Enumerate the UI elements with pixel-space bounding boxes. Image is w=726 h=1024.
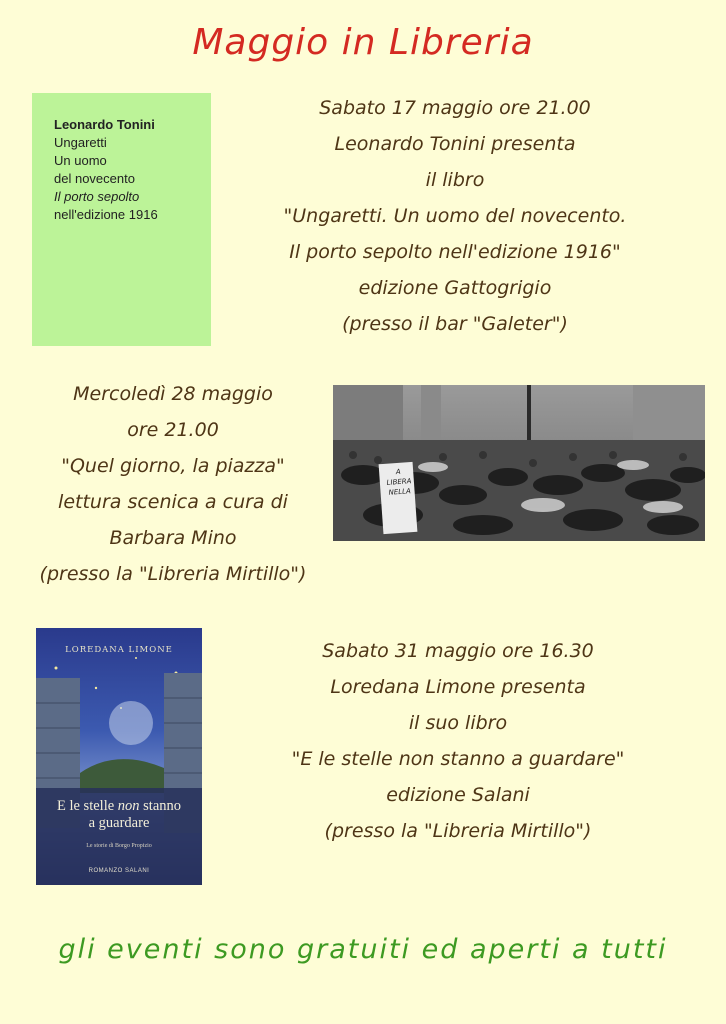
event-1-book-title-2: Il porto sepolto nell'edizione 1916" <box>289 241 621 263</box>
book-cover-title-part: non <box>117 798 140 814</box>
event-3-text: il suo libro <box>408 712 508 734</box>
book-cover-author: LOREDANA LIMONE <box>65 645 173 655</box>
sign-text: LIBERA <box>386 477 412 487</box>
book-cover-line: Un uomo <box>54 153 107 168</box>
crowd-photo <box>333 385 705 541</box>
event-3-presenter: Loredana Limone presenta <box>330 676 586 698</box>
book-cover-line: Il porto sepolto <box>54 189 140 204</box>
book-cover-title-part: a guardare <box>88 815 150 831</box>
book-cover-stelle <box>36 628 202 885</box>
book-cover-title-part: stanno <box>139 798 182 814</box>
event-2-curator: Barbara Mino <box>109 527 237 549</box>
book-cover-line: del novecento <box>54 171 135 186</box>
event-1-book-title: "Ungaretti. Un uomo del novecento. <box>283 205 627 227</box>
event-2-description <box>8 376 338 592</box>
sign-text: A <box>395 467 401 477</box>
event-1-description <box>250 90 660 342</box>
book-cover-author: Leonardo Tonini <box>54 117 155 132</box>
protest-sign <box>382 466 416 498</box>
event-2-date: Mercoledì 28 maggio <box>73 383 273 405</box>
book-cover-ungaretti <box>32 93 211 346</box>
sign-text: NELLA <box>388 487 412 497</box>
event-3-venue: (presso la "Libreria Mirtillo") <box>324 820 592 842</box>
event-1-presenter: Leonardo Tonini presenta <box>334 133 576 155</box>
book-cover-title-part: E le stelle <box>56 798 118 814</box>
event-1-date: Sabato 17 maggio ore 21.00 <box>319 97 591 119</box>
book-cover-publisher: ROMANZO SALANI <box>88 868 150 874</box>
event-2-time: ore 21.00 <box>127 419 219 441</box>
footer-note: gli eventi sono gratuiti ed aperti a tutti <box>58 934 668 965</box>
event-1-text: il libro <box>425 169 485 191</box>
event-3-description <box>268 633 648 849</box>
event-3-book-title: "E le stelle non stanno a guardare" <box>291 748 625 770</box>
event-2-venue: (presso la "Libreria Mirtillo") <box>39 563 307 585</box>
book-cover-title <box>36 798 202 832</box>
page-title: Maggio in Libreria <box>192 22 534 63</box>
event-1-edition: edizione Gattogrigio <box>358 277 552 299</box>
event-1-venue: (presso il bar "Galeter") <box>342 313 568 335</box>
book-cover-line: nell'edizione 1916 <box>54 207 158 222</box>
event-3-edition: edizione Salani <box>386 784 530 806</box>
event-2-text: lettura scenica a cura di <box>58 491 288 513</box>
book-cover-line: Ungaretti <box>54 135 107 150</box>
event-3-date: Sabato 31 maggio ore 16.30 <box>322 640 594 662</box>
book-cover-subtitle: Le storie di Borgo Propizio <box>86 843 152 849</box>
event-2-title: "Quel giorno, la piazza" <box>61 455 285 477</box>
